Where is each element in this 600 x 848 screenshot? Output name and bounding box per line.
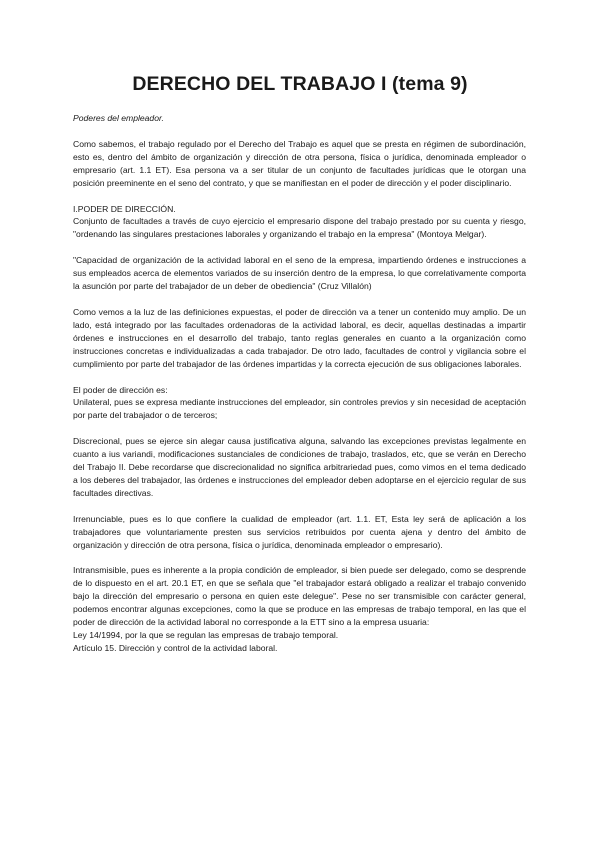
paragraph-ley-ett: Ley 14/1994, por la que se regulan las empresas de trabajo temporal.	[73, 630, 339, 640]
paragraph-definition-montoya: Conjunto de facultades a través de cuyo ejercicio el empresario dispone del trabajo prestado por su cuenta y riesgo, "ordenando las singulares prestaciones laborales y organizando el trabajo en la empresa" (Montoya Melgar).	[73, 216, 526, 240]
paragraph-irrenunciable: Irrenunciable, pues es lo que confiere la cualidad de empleador (art. 1.1. ET, Esta ley será de aplicación a los trabajadores que voluntariamente presten sus servicios retribuidos por cuenta ajena y dentro del ámbito de organización y dirección de otra persona, física o jurídica, denominada empleador o empresario).	[73, 513, 526, 550]
paragraph-caracteristicas-lead: El poder de dirección es:	[73, 384, 168, 395]
section-heading-poder-direccion: I.PODER DE DIRECCIÓN.	[73, 203, 176, 214]
paragraph-definition-cruz: "Capacidad de organización de la actividad laboral en el seno de la empresa, impartiendo órdenes e instrucciones a sus empleados acerca de elementos variados de su inserción dentro de la empresa, lo que correlativamente comporta la asunción por parte del trabajador de un deber de obediencia" (Cruz Villalón)	[73, 255, 526, 292]
paragraph-intransmisible: Intransmisible, pues es inherente a la propia condición de empleador, si bien puede ser delegado, como se desprende de lo dispuesto en el art. 20.1 ET, en que se señala que "el trabajador estará obligado a realizar el trabajo convenido bajo la dirección del empresario o persona en quien este delegue". Pese no ser transmisible con carácter general, podemos encontrar algunas excepciones, como la que se produce en las empresas de trabajo temporal, en las que el poder de dirección de la actividad laboral no corresponde a la ETT sino a la empresa usuaria:	[73, 565, 526, 628]
paragraph-contenido: Como vemos a la luz de las definiciones expuestas, el poder de dirección va a tener un contenido muy amplio. De un lado, está integrado por las facultades ordenadoras de la actividad laboral, es decir, aquellas destinadas a impartir órdenes e instrucciones en el desarrollo del trabajo, tanto reglas generales en cuanto a la organización como instrucciones concretas e individualizadas a cada trabajador. De otro lado, facultades de control y vigilancia sobre el cumplimiento por parte del trabajador de las órdenes impartidas y la correcta ejecución de sus obligaciones laborales.	[73, 306, 526, 369]
section-subtitle: Poderes del empleador.	[73, 113, 164, 123]
paragraph-unilateral: Unilateral, pues se expresa mediante instrucciones del empleador, sin controles previos y sin necesidad de aceptación por parte del trabajador o de terceros;	[73, 397, 526, 421]
paragraph-articulo-15: Artículo 15. Dirección y control de la actividad laboral.	[73, 642, 278, 653]
paragraph-intro: Como sabemos, el trabajo regulado por el Derecho del Trabajo es aquel que se presta en régimen de subordinación, esto es, dentro del ámbito de organización y dirección de otra persona, física o jurídica, denominada empleador o empresario (art. 1.1 ET). Esa persona va a ser titular de un conjunto de facultades jurídicas que le otorgan una posición preeminente en el seno del contrato, y que se manifiestan en el poder de dirección y el poder disciplinario.	[73, 138, 526, 188]
document-body	[73, 112, 526, 655]
document-title: DERECHO DEL TRABAJO I (tema 9)	[132, 73, 468, 95]
paragraph-discrecional: Discrecional, pues se ejerce sin alegar causa justificativa alguna, salvando las excepciones previstas legalmente en cuanto a ius variandi, modificaciones sustanciales de condiciones de trabajo, traslados, etc, que se verán en Derecho del Trabajo II. Debe recordarse que discrecionalidad no significa arbitrariedad pues, como vimos en el tema dedicado a los deberes del trabajador, las órdenes e instrucciones del empleador deben adoptarse en el ejercicio regular de sus facultades directivas.	[73, 436, 526, 498]
